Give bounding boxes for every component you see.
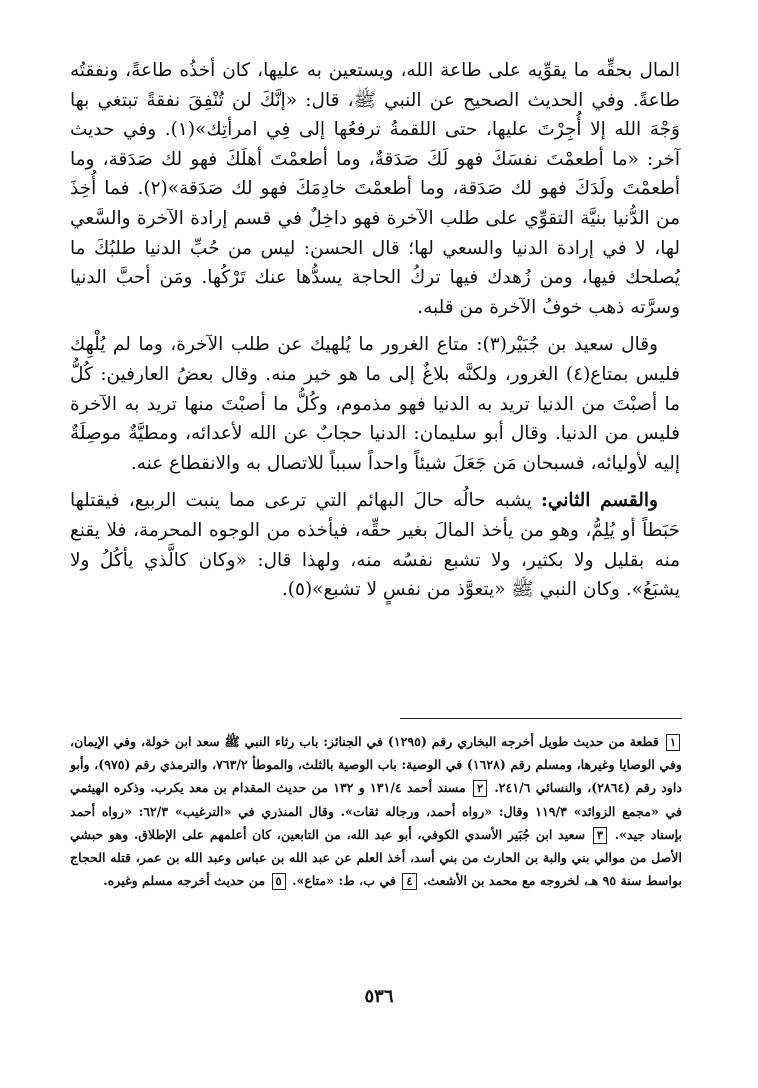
footnote-2: مسند أحمد ١٣١/٤ و ١٣٢ من حديث المقدام بن معد يكرب. وذكره الهيثمي في «مجمع الزوائد» ١١٩/٣ وقال: «رواه أحمد، ورجاله ثقات». وقال المنذري في «الترغيب» ٦٢/٣: «رواه أحمد بإسناد جيد». — [70, 780, 682, 842]
footnote-5: من حديث أخرجه مسلم وغيره. — [103, 873, 266, 889]
footnote-1: قطعة من حديث طويل أخرجه البخاري رقم (١٢٩٥) في الجنائز: باب رثاء النبي ﷺ سعد ابن خولة، وفي الإيمان، وفي الوصايا وغيرها، ومسلم رقم (١٦٢٨) في الوصية: باب الوصية بالثلث، والموطأ ٧٦٣/٢، والترمذي رقم (٩٧٥)، وأبو داود رقم (٢٨٦٤)، والنسائي ٢٤١/٦. — [70, 734, 683, 796]
footnote-3-number: ٣ — [593, 827, 607, 844]
footnote-5-number: ٥ — [272, 873, 286, 890]
footnote-separator — [400, 718, 682, 719]
paragraph-3-lead: والقسم الثاني: — [541, 490, 658, 512]
paragraph-2: وقال سعيد بن جُبَيْر(٣): متاع الغرور ما يُلهيك عن طلب الآخرة، وما لم يُلْهِك فليس بمتاع(٤) الغرور، ولكنَّه بلاغٌ إلى ما هو خير منه. وقال بعضُ العارفين: كُلُّ ما أصبْتَ من الدنيا تريد به الدنيا فهو مذموم، وكُلُّ ما أصبْتَ منها تريد به الآخرة فليس من الدنيا. وقال أبو سليمان: الدنيا حجابٌ عن الله لأعدائه، ومطيَّةٌ موصِلَةٌ إليه لأوليائه، فسبحان مَن جَعَلَ شيئاً واحداً سبباً للاتصال به والانقطاع عنه. — [70, 334, 681, 474]
paragraph-3-text: يشبه حالُه حالَ البهائم التي ترعى مما ينبت الربيع، فيقتلها حَبَطاً أو يُلِمُّ، وهو من يأخذ المالَ بغير حقِّه، فيأخذه من الوجوه المحرمة، فلا يقنع منه بقليل ولا بكثير، ولا تشبع نفسُه منه، ولهذا قال: «وكان كالَّذي يأكُلُ ولا يشبَعُ». وكان النبي ﷺ «يتعوَّذ من نفسٍ لا تشبع»(٥). — [70, 490, 680, 601]
footnote-4-number: ٤ — [402, 873, 416, 890]
page-number: ٥٣٦ — [364, 986, 394, 1007]
footnote-4: في ب، ط: «متاع». — [292, 873, 396, 889]
paragraph-1: المال بحقِّه ما يقوِّيه على طاعة الله، ويستعين به عليها، كان أخذُه طاعةً، ونفقتُه طاعةً. وفي الحديث الصحيح عن النبي ﷺ، قال: «إنَّكَ لن تُنْفِقَ نفقةً تبتغي بها وَجْهَ الله إلا أُجِرْتَ عليها، حتى اللقمةُ ترفعُها إلى فِي امرأتِك»(١). وفي حديث آخر: «ما أطعمْتَ نفسَكَ فهو لَكَ صَدَقةٌ، وما أطعمْتَ أهلَكَ فهو لك صَدَقة، وما أطعمْتَ ولَدَكَ فهو لك صَدَقة، وما أطعمْتَ خادِمَكَ فهو لك صَدَقة»(٢). فما أُخِذَ من الدُّنيا بنيَّة التقوِّي على طلب الآخرة فهو داخِلٌ في قسم إرادة الآخرة والسَّعي لها، لا في إرادة الدنيا والسعي لها؛ قال الحسن: ليس من حُبِّ الدنيا طلبُكَ ما يُصلحك فيها، ومن زُهدك فيها تركُ الحاجة يسدُّها عنك تَرْكُها. ومَن أحبَّ الدنيا وسرَّته ذهب خوفُ الآخرة من قلبه. — [70, 60, 680, 318]
footnote-2-number: ٢ — [473, 780, 487, 797]
footnote-1-number: ١ — [666, 734, 680, 751]
paragraph-3 — [70, 486, 680, 604]
footnotes — [70, 730, 682, 892]
footnote-3: سعيد ابن جُبَير الأسدي الكوفي، أبو عبد الله، من التابعين، كان أعلمهم على الإطلاق. وهو حبشي الأصل من موالي بني والبة بن الحارث من بني أسد، أخذ العلم عن عبد الله بن عباس وعبد الله بن عمر، قتله الحجاج بواسط سنة ٩٥ هـ، لخروجه مع محمد بن الأشعث. — [70, 826, 682, 889]
main-text — [70, 56, 680, 608]
